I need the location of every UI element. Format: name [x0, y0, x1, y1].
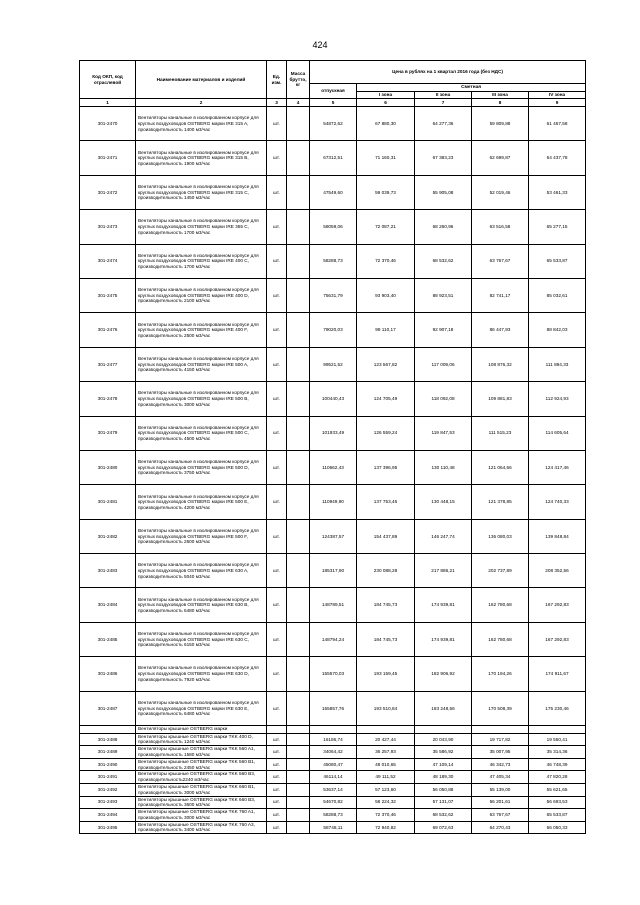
table-row — [80, 416, 586, 450]
row-price-wholesale: 58059,06 — [310, 210, 357, 244]
row-price-zone-4: 55 621,65 — [529, 783, 586, 796]
row-price-zone-3: 162 780,68 — [472, 622, 529, 656]
row-name: Вентиляторы крышные OSTBERG марки TKK 560 B3, производительность2240 м3/час — [136, 771, 267, 784]
row-mass — [287, 796, 310, 809]
row-price-zone-1: 230 088,28 — [357, 554, 415, 588]
row-name: Вентиляторы крышные OSTBERG марки TKK 560 A1, производительность 1580 м3/час — [136, 746, 267, 759]
row-price-zone-4: 139 848,84 — [529, 519, 586, 553]
row-price-zone-2: 48 189,30 — [415, 771, 472, 784]
row-unit: шт. — [267, 175, 287, 209]
row-mass — [287, 141, 310, 175]
row-price-zone-1: 58 224,32 — [357, 796, 415, 809]
row-price-zone-3: 63 767,67 — [472, 809, 529, 822]
row-code: 301-2474 — [80, 244, 136, 278]
row-code: 301-2490 — [80, 758, 136, 771]
row-price-zone-4: 19 550,41 — [529, 733, 586, 746]
row-price-zone-1: 59 039,73 — [357, 175, 415, 209]
table-row — [80, 809, 586, 822]
table-row — [80, 141, 586, 175]
row-price-zone-2: 68 532,62 — [415, 809, 472, 822]
price-table — [79, 60, 586, 834]
row-mass — [287, 347, 310, 381]
row-mass — [287, 809, 310, 822]
row-price-zone-1: 72 370,46 — [357, 809, 415, 822]
col-index: 5 — [310, 99, 357, 107]
row-price-zone-2: 47 109,14 — [415, 758, 472, 771]
row-price-wholesale: 79020,03 — [310, 313, 357, 347]
row-price-zone-3: 64 270,43 — [472, 821, 529, 834]
row-price-zone-4: 65 533,87 — [529, 809, 586, 822]
row-code: 301-2494 — [80, 809, 136, 822]
row-name: Вентиляторы канальные в изолированном корпусе для круглых воздуховодов OSTBERG марки IRE 315 A, производительность 1400 м3/час — [136, 107, 267, 141]
row-mass — [287, 588, 310, 622]
row-price-zone-2: 57 131,07 — [415, 796, 472, 809]
group-header-empty — [287, 726, 310, 734]
row-price-zone-4: 114 605,64 — [529, 416, 586, 450]
row-mass — [287, 622, 310, 656]
table-row — [80, 783, 586, 796]
row-price-zone-1: 72 087,21 — [357, 210, 415, 244]
row-price-zone-4: 65 277,15 — [529, 210, 586, 244]
row-price-zone-2: 130 110,48 — [415, 450, 472, 484]
row-unit: шт. — [267, 588, 287, 622]
row-price-zone-3: 202 737,89 — [472, 554, 529, 588]
group-header-code — [80, 726, 136, 734]
row-name: Вентиляторы канальные в изолированном корпусе для круглых воздуховодов OSTBERG марки IRE 400 F, производительность 2500 м3/час — [136, 313, 267, 347]
row-mass — [287, 519, 310, 553]
row-mass — [287, 554, 310, 588]
row-price-zone-3: 62 699,87 — [472, 141, 529, 175]
row-mass — [287, 758, 310, 771]
row-unit: шт. — [267, 809, 287, 822]
row-name: Вентиляторы канальные в изолированном корпусе для круглых воздуховодов OSTBERG марки IRE 315 B, производительность 1900 м3/час — [136, 141, 267, 175]
row-price-wholesale: 54872,62 — [310, 107, 357, 141]
header-mass: Масса брутто, кг — [287, 61, 310, 99]
row-price-zone-3: 82 741,17 — [472, 278, 529, 312]
row-price-zone-3: 19 717,82 — [472, 733, 529, 746]
header-zone-4: IV зона — [529, 91, 586, 99]
table-row — [80, 347, 586, 381]
row-code: 301-2491 — [80, 771, 136, 784]
header-code: Код ОКП, код отраслевой — [80, 61, 136, 99]
row-name: Вентиляторы канальные в изолированном корпусе для круглых воздуховодов OSTBERG марки IRE 630 E, производительность 6480 м3/час — [136, 691, 267, 725]
table-header — [80, 61, 586, 107]
row-name: Вентиляторы крышные OSTBERG марки TKK 760 A3, производительность 3400 м3/час — [136, 821, 267, 834]
row-unit: шт. — [267, 416, 287, 450]
table-body — [80, 107, 586, 834]
row-price-wholesale: 185317,90 — [310, 554, 357, 588]
page-number: 424 — [312, 40, 328, 50]
col-index: 7 — [415, 99, 472, 107]
row-price-zone-1: 36 257,93 — [357, 746, 415, 759]
row-unit: шт. — [267, 347, 287, 381]
row-price-zone-3: 86 447,93 — [472, 313, 529, 347]
table-row — [80, 382, 586, 416]
table-row — [80, 519, 586, 553]
row-unit: шт. — [267, 691, 287, 725]
table-row — [80, 691, 586, 725]
row-code: 301-2481 — [80, 485, 136, 519]
row-code: 301-2479 — [80, 416, 136, 450]
table-row — [80, 746, 586, 759]
table-row — [80, 485, 586, 519]
row-unit: шт. — [267, 758, 287, 771]
row-price-zone-1: 93 903,40 — [357, 278, 415, 312]
row-price-zone-3: 35 007,95 — [472, 746, 529, 759]
row-name: Вентиляторы канальные в изолированном корпусе для круглых воздуховодов OSTBERG марки IRE 500 D, производительность 3750 м3/час — [136, 450, 267, 484]
row-name: Вентиляторы канальные в изолированном корпусе для круглых воздуховодов OSTBERG марки IRE 500 B, производительность 3000 м3/час — [136, 382, 267, 416]
row-price-zone-1: 48 010,65 — [357, 758, 415, 771]
row-unit: шт. — [267, 657, 287, 691]
row-code: 301-2477 — [80, 347, 136, 381]
row-price-wholesale: 155857,76 — [310, 691, 357, 725]
header-estimate: Сметная — [357, 84, 586, 92]
col-index: 6 — [357, 99, 415, 107]
row-price-zone-4: 66 050,33 — [529, 821, 586, 834]
col-index: 8 — [472, 99, 529, 107]
group-header-empty — [415, 726, 472, 734]
row-price-zone-4: 47 820,28 — [529, 771, 586, 784]
row-price-zone-4: 167 292,83 — [529, 622, 586, 656]
table-row — [80, 657, 586, 691]
row-price-zone-3: 170 194,26 — [472, 657, 529, 691]
row-price-zone-3: 63 767,67 — [472, 244, 529, 278]
row-price-zone-3: 46 342,73 — [472, 758, 529, 771]
row-price-zone-1: 71 160,31 — [357, 141, 415, 175]
row-code: 301-2484 — [80, 588, 136, 622]
header-price-title: Цена в рублях на 1 квартал 2016 года (без НДС) — [310, 61, 586, 84]
row-unit: шт. — [267, 313, 287, 347]
row-price-zone-3: 59 809,88 — [472, 107, 529, 141]
row-price-zone-2: 117 009,06 — [415, 347, 472, 381]
row-price-wholesale: 124387,57 — [310, 519, 357, 553]
row-name: Вентиляторы канальные в изолированном корпусе для круглых воздуховодов OSTBERG марки IRE 630 A, производительность 5040 м3/час — [136, 554, 267, 588]
header-unit: Ед. изм. — [267, 61, 287, 99]
row-price-wholesale: 110662,43 — [310, 450, 357, 484]
group-header-empty — [310, 726, 357, 734]
row-mass — [287, 416, 310, 450]
row-code: 301-2485 — [80, 622, 136, 656]
row-price-zone-3: 56 201,61 — [472, 796, 529, 809]
row-price-zone-4: 111 894,33 — [529, 347, 586, 381]
row-price-zone-2: 146 247,74 — [415, 519, 472, 553]
row-name: Вентиляторы канальные в изолированном корпусе для круглых воздуховодов OSTBERG марки IRE 630 B, производительность 6480 м3/час — [136, 588, 267, 622]
row-name: Вентиляторы канальные в изолированном корпусе для круглых воздуховодов OSTBERG марки IRE 400 C, производительность 1700 м3/час — [136, 244, 267, 278]
price-table-container — [79, 60, 585, 834]
row-price-wholesale: 99521,52 — [310, 347, 357, 381]
row-code: 301-2495 — [80, 821, 136, 834]
row-price-zone-2: 55 905,08 — [415, 175, 472, 209]
table-row — [80, 796, 586, 809]
row-unit: шт. — [267, 210, 287, 244]
row-price-wholesale: 45080,47 — [310, 758, 357, 771]
row-name: Вентиляторы канальные в изолированном корпусе для круглых воздуховодов OSTBERG марки IRE 315 C, производительность 1450 м3/час — [136, 175, 267, 209]
group-header-empty — [529, 726, 586, 734]
row-price-zone-4: 174 911,67 — [529, 657, 586, 691]
row-price-zone-4: 35 314,36 — [529, 746, 586, 759]
row-code: 301-2488 — [80, 733, 136, 746]
row-unit: шт. — [267, 821, 287, 834]
row-price-zone-2: 92 907,18 — [415, 313, 472, 347]
row-mass — [287, 175, 310, 209]
row-price-zone-1: 137 753,46 — [357, 485, 415, 519]
row-price-zone-1: 184 745,73 — [357, 588, 415, 622]
row-price-zone-2: 64 277,36 — [415, 107, 472, 141]
row-price-wholesale: 75631,79 — [310, 278, 357, 312]
row-name: Вентиляторы крышные OSTBERG марки TKK 560 B1, производительность 2450 м3/час — [136, 758, 267, 771]
table-row — [80, 622, 586, 656]
row-unit: шт. — [267, 746, 287, 759]
row-mass — [287, 771, 310, 784]
row-price-zone-1: 98 110,17 — [357, 313, 415, 347]
row-price-zone-2: 20 043,90 — [415, 733, 472, 746]
row-mass — [287, 746, 310, 759]
row-name: Вентиляторы канальные в изолированном корпусе для круглых воздуховодов OSTBERG марки IRE 500 E, производительность 4200 м3/час — [136, 485, 267, 519]
row-price-wholesale: 58288,73 — [310, 244, 357, 278]
row-price-zone-4: 167 292,83 — [529, 588, 586, 622]
row-code: 301-2492 — [80, 783, 136, 796]
row-unit: шт. — [267, 278, 287, 312]
table-row — [80, 588, 586, 622]
row-price-zone-2: 182 906,92 — [415, 657, 472, 691]
row-name: Вентиляторы крышные OSTBERG марки TKK 760 A1, производительность 3000 м3/час — [136, 809, 267, 822]
row-unit: шт. — [267, 485, 287, 519]
table-row — [80, 771, 586, 784]
row-unit: шт. — [267, 141, 287, 175]
row-mass — [287, 107, 310, 141]
row-price-zone-3: 55 139,00 — [472, 783, 529, 796]
row-price-wholesale: 58748,11 — [310, 821, 357, 834]
row-price-wholesale: 110949,90 — [310, 485, 357, 519]
row-price-zone-4: 124 740,33 — [529, 485, 586, 519]
col-index: 3 — [267, 99, 287, 107]
header-wholesale: отпускная — [310, 84, 357, 99]
row-price-zone-1: 49 111,52 — [357, 771, 415, 784]
row-price-zone-1: 184 745,73 — [357, 622, 415, 656]
header-zone-2: II зона — [415, 91, 472, 99]
row-price-zone-1: 154 437,89 — [357, 519, 415, 553]
row-price-zone-1: 20 427,44 — [357, 733, 415, 746]
row-mass — [287, 485, 310, 519]
row-price-wholesale: 155570,03 — [310, 657, 357, 691]
row-price-wholesale: 101933,49 — [310, 416, 357, 450]
row-name: Вентиляторы крышные OSTBERG марки TKK 660 B1, производительность 3000 м3/час — [136, 783, 267, 796]
row-price-wholesale: 148794,24 — [310, 622, 357, 656]
row-code: 301-2480 — [80, 450, 136, 484]
row-name: Вентиляторы канальные в изолированном корпусе для круглых воздуховодов OSTBERG марки IRE 630 C, производительность 6150 м3/час — [136, 622, 267, 656]
row-price-zone-1: 126 559,24 — [357, 416, 415, 450]
row-price-wholesale: 54670,82 — [310, 796, 357, 809]
row-price-zone-3: 52 019,46 — [472, 175, 529, 209]
row-price-zone-4: 46 748,39 — [529, 758, 586, 771]
row-price-zone-4: 53 461,33 — [529, 175, 586, 209]
row-code: 301-2472 — [80, 175, 136, 209]
row-unit: шт. — [267, 733, 287, 746]
row-code: 301-2493 — [80, 796, 136, 809]
row-unit: шт. — [267, 450, 287, 484]
row-price-zone-4: 85 032,61 — [529, 278, 586, 312]
row-price-zone-2: 88 923,51 — [415, 278, 472, 312]
table-row — [80, 107, 586, 141]
row-name: Вентиляторы канальные в изолированном корпусе для круглых воздуховодов OSTBERG марки IRE 500 F, производительность 2600 м3/час — [136, 519, 267, 553]
table-row — [80, 175, 586, 209]
row-mass — [287, 382, 310, 416]
row-code: 301-2483 — [80, 554, 136, 588]
row-mass — [287, 313, 310, 347]
row-price-zone-2: 118 092,08 — [415, 382, 472, 416]
row-unit: шт. — [267, 107, 287, 141]
row-price-wholesale: 53637,14 — [310, 783, 357, 796]
row-price-zone-4: 64 437,78 — [529, 141, 586, 175]
row-price-zone-2: 68 260,96 — [415, 210, 472, 244]
table-row — [80, 244, 586, 278]
table-row — [80, 821, 586, 834]
row-unit: шт. — [267, 244, 287, 278]
table-row — [80, 313, 586, 347]
row-mass — [287, 657, 310, 691]
row-price-zone-2: 174 939,81 — [415, 622, 472, 656]
row-code: 301-2487 — [80, 691, 136, 725]
row-price-zone-1: 72 940,82 — [357, 821, 415, 834]
row-price-zone-4: 65 533,87 — [529, 244, 586, 278]
row-price-zone-1: 193 159,45 — [357, 657, 415, 691]
table-row — [80, 758, 586, 771]
row-price-zone-3: 111 515,23 — [472, 416, 529, 450]
row-price-zone-1: 137 396,95 — [357, 450, 415, 484]
row-price-wholesale: 46114,14 — [310, 771, 357, 784]
row-price-zone-3: 121 378,85 — [472, 485, 529, 519]
row-price-zone-2: 68 532,62 — [415, 244, 472, 278]
row-name: Вентиляторы канальные в изолированном корпусе для круглых воздуховодов OSTBERG марки IRE 630 D, производительность 7920 м3/час — [136, 657, 267, 691]
row-code: 301-2470 — [80, 107, 136, 141]
row-name: Вентиляторы крышные OSTBERG марки TKK 660 B3, производительность 3600 м3/час — [136, 796, 267, 809]
row-price-wholesale: 47549,60 — [310, 175, 357, 209]
row-unit: шт. — [267, 622, 287, 656]
row-price-zone-1: 57 123,60 — [357, 783, 415, 796]
row-price-zone-1: 124 705,49 — [357, 382, 415, 416]
table-row — [80, 210, 586, 244]
row-price-zone-3: 108 876,32 — [472, 347, 529, 381]
row-price-zone-3: 47 405,34 — [472, 771, 529, 784]
row-name: Вентиляторы канальные в изолированном корпусе для круглых воздуховодов OSTBERG марки IRE 400 D, производительность 2100 м3/час — [136, 278, 267, 312]
row-price-zone-3: 162 780,68 — [472, 588, 529, 622]
row-code: 301-2475 — [80, 278, 136, 312]
group-header-empty — [357, 726, 415, 734]
row-unit: шт. — [267, 382, 287, 416]
row-price-zone-4: 175 230,46 — [529, 691, 586, 725]
row-code: 301-2471 — [80, 141, 136, 175]
row-name: Вентиляторы канальные в изолированном корпусе для круглых воздуховодов OSTBERG марки IRE 500 C, производительность 4500 м3/час — [136, 416, 267, 450]
row-price-zone-2: 56 050,88 — [415, 783, 472, 796]
row-price-zone-4: 61 467,58 — [529, 107, 586, 141]
row-price-zone-4: 208 352,56 — [529, 554, 586, 588]
row-mass — [287, 244, 310, 278]
row-price-zone-2: 183 248,56 — [415, 691, 472, 725]
row-price-zone-4: 56 693,53 — [529, 796, 586, 809]
row-price-zone-3: 109 881,83 — [472, 382, 529, 416]
row-price-wholesale: 58288,73 — [310, 809, 357, 822]
col-index: 1 — [80, 99, 136, 107]
row-mass — [287, 733, 310, 746]
row-unit: шт. — [267, 796, 287, 809]
row-price-zone-2: 130 448,15 — [415, 485, 472, 519]
row-price-zone-2: 174 939,81 — [415, 588, 472, 622]
row-unit: шт. — [267, 519, 287, 553]
row-price-wholesale: 16186,74 — [310, 733, 357, 746]
row-code: 301-2486 — [80, 657, 136, 691]
row-name: Вентиляторы канальные в изолированном корпусе для круглых воздуховодов OSTBERG марки IRE 500 A, производительность 4150 м3/час — [136, 347, 267, 381]
row-price-zone-2: 69 072,63 — [415, 821, 472, 834]
row-price-zone-2: 35 586,92 — [415, 746, 472, 759]
col-index: 2 — [136, 99, 267, 107]
row-code: 301-2473 — [80, 210, 136, 244]
row-price-wholesale: 100440,43 — [310, 382, 357, 416]
header-zone-1: I зона — [357, 91, 415, 99]
row-price-zone-1: 123 567,82 — [357, 347, 415, 381]
row-price-zone-2: 67 383,23 — [415, 141, 472, 175]
table-row — [80, 450, 586, 484]
table-row — [80, 733, 586, 746]
row-code: 301-2489 — [80, 746, 136, 759]
row-price-zone-1: 193 510,84 — [357, 691, 415, 725]
table-row — [80, 554, 586, 588]
row-mass — [287, 783, 310, 796]
row-code: 301-2478 — [80, 382, 136, 416]
row-price-zone-3: 63 516,58 — [472, 210, 529, 244]
row-price-zone-1: 67 880,30 — [357, 107, 415, 141]
row-code: 301-2482 — [80, 519, 136, 553]
column-index-row — [80, 99, 586, 107]
group-header-empty — [267, 726, 287, 734]
row-name: Вентиляторы канальные в изолированном корпусе для круглых воздуховодов OSTBERG марки IRE 355 C, производительность 1700 м3/час — [136, 210, 267, 244]
row-price-zone-4: 112 924,93 — [529, 382, 586, 416]
row-code: 301-2476 — [80, 313, 136, 347]
row-name: Вентиляторы крышные OSTBERG марки TKK 400 D, производительность 1240 м3/час — [136, 733, 267, 746]
row-unit: шт. — [267, 783, 287, 796]
header-zone-3: III зона — [472, 91, 529, 99]
row-price-zone-3: 136 080,03 — [472, 519, 529, 553]
row-mass — [287, 210, 310, 244]
group-header-row — [80, 726, 586, 734]
row-mass — [287, 691, 310, 725]
row-unit: шт. — [267, 554, 287, 588]
col-index: 4 — [287, 99, 310, 107]
row-price-zone-3: 170 508,39 — [472, 691, 529, 725]
row-price-zone-4: 88 842,03 — [529, 313, 586, 347]
col-index: 9 — [529, 99, 586, 107]
group-header-empty — [472, 726, 529, 734]
row-price-zone-1: 72 370,46 — [357, 244, 415, 278]
row-price-wholesale: 34064,42 — [310, 746, 357, 759]
row-price-zone-2: 119 847,53 — [415, 416, 472, 450]
row-price-zone-4: 124 417,46 — [529, 450, 586, 484]
row-mass — [287, 821, 310, 834]
row-price-zone-2: 217 886,21 — [415, 554, 472, 588]
group-header-label: Вентиляторы крышные OSTBERG марки — [136, 726, 267, 734]
row-unit: шт. — [267, 771, 287, 784]
row-price-wholesale: 148789,51 — [310, 588, 357, 622]
row-price-wholesale: 67312,51 — [310, 141, 357, 175]
row-mass — [287, 278, 310, 312]
row-price-zone-3: 121 064,66 — [472, 450, 529, 484]
row-mass — [287, 450, 310, 484]
table-row — [80, 278, 586, 312]
header-name: Наименование материалов и изделий — [136, 61, 267, 99]
